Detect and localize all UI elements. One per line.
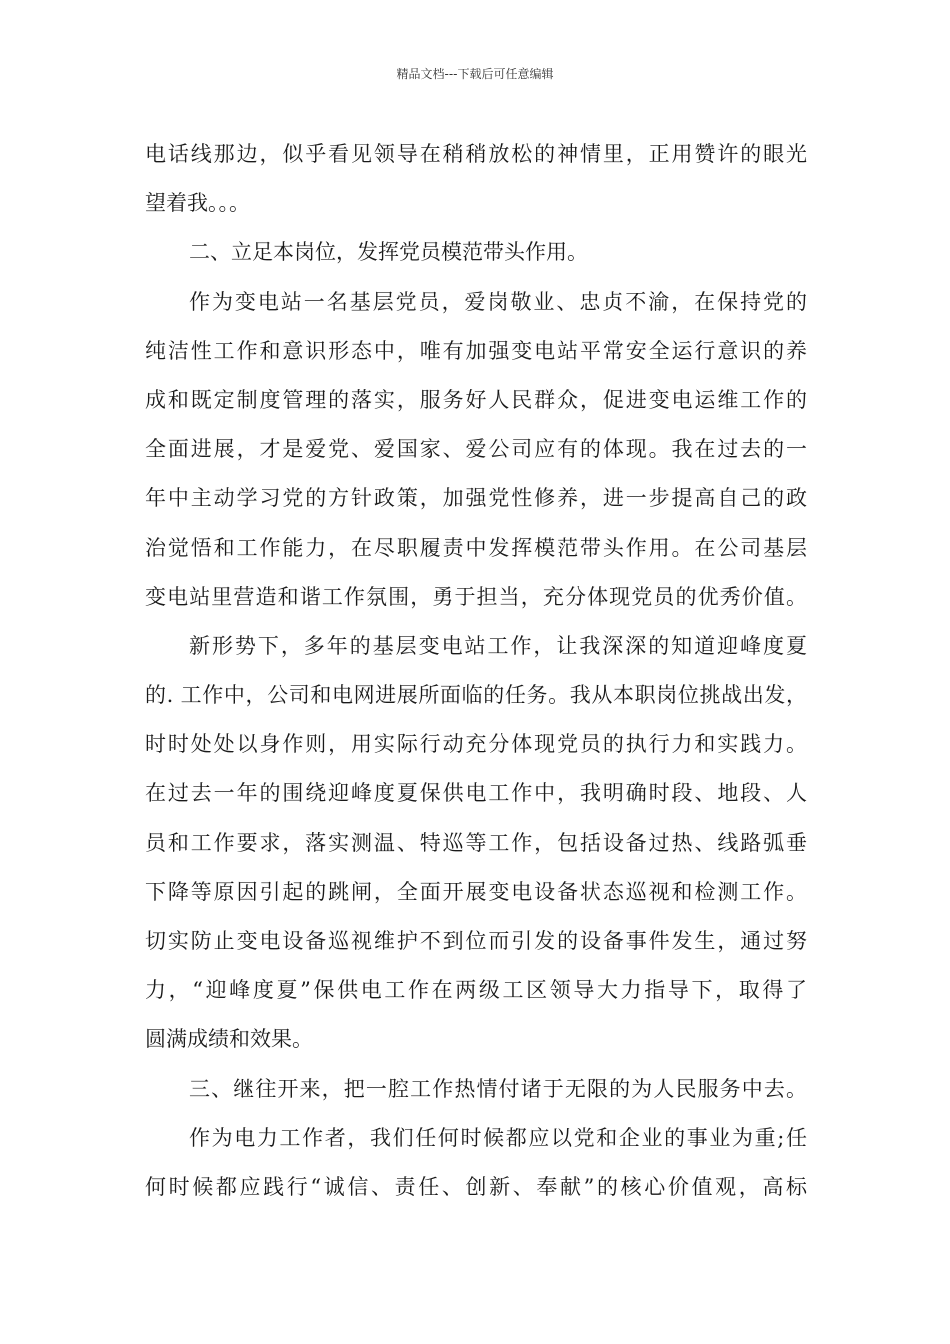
- text-line: 的. 工作中，公司和电网进展所面临的任务。我从本职岗位挑战出发，: [145, 683, 807, 708]
- text-line: 新形势下，多年的基层变电站工作，让我深深的知道迎峰度夏: [189, 633, 807, 658]
- text-line: 何时候都应践行“诚信、责任、创新、奉献”的核心价值观，高标: [145, 1174, 807, 1199]
- text-line: 治觉悟和工作能力，在尽职履责中发挥模范带头作用。在公司基层: [145, 535, 807, 560]
- text-line: 力，“迎峰度夏”保供电工作在两级工区领导大力指导下，取得了: [145, 978, 807, 1003]
- text-line: 电话线那边，似乎看见领导在稍稍放松的神情里，正用赞许的眼光: [145, 142, 807, 166]
- text-line: 在过去一年的围绕迎峰度夏保供电工作中，我明确时段、地段、人: [145, 781, 807, 806]
- text-line: 时时处处以身作则，用实际行动充分体现党员的执行力和实践力。: [145, 732, 807, 757]
- text-line: 年中主动学习党的方针政策，加强党性修养，进一步提高自己的政: [145, 486, 807, 511]
- text-line: 三、继往开来，把一腔工作热情付诸于无限的为人民服务中去。: [189, 1076, 807, 1101]
- text-line: 全面进展，才是爱党、爱国家、爱公司应有的体现。我在过去的一: [145, 437, 807, 462]
- text-line: 望着我。。。: [145, 191, 250, 216]
- text-line: 下降等原因引起的跳闸，全面开展变电设备状态巡视和检测工作。: [145, 879, 807, 904]
- text-line: 作为电力工作者，我们任何时候都应以党和企业的事业为重;任: [189, 1125, 807, 1150]
- text-line: 作为变电站一名基层党员，爱岗敬业、忠贞不渝，在保持党的: [189, 289, 807, 314]
- text-line: 成和既定制度管理的落实，服务好人民群众，促进变电运维工作的: [145, 387, 807, 412]
- page-header: 精品文档---下载后可任意编辑: [396, 67, 554, 81]
- text-line: 纯洁性工作和意识形态中，唯有加强变电站平常安全运行意识的养: [145, 338, 807, 363]
- document-body: [145, 130, 807, 1212]
- text-line: 二、立足本岗位，发挥党员模范带头作用。: [189, 240, 588, 265]
- text-line: 圆满成绩和效果。: [145, 1027, 313, 1052]
- text-line: 切实防止变电设备巡视维护不到位而引发的设备事件发生，通过努: [145, 929, 807, 953]
- text-line: 变电站里营造和谐工作氛围，勇于担当，充分体现党员的优秀价值。: [145, 584, 807, 609]
- text-line: 员和工作要求，落实测温、特巡等工作，包括设备过热、线路弧垂: [145, 830, 807, 855]
